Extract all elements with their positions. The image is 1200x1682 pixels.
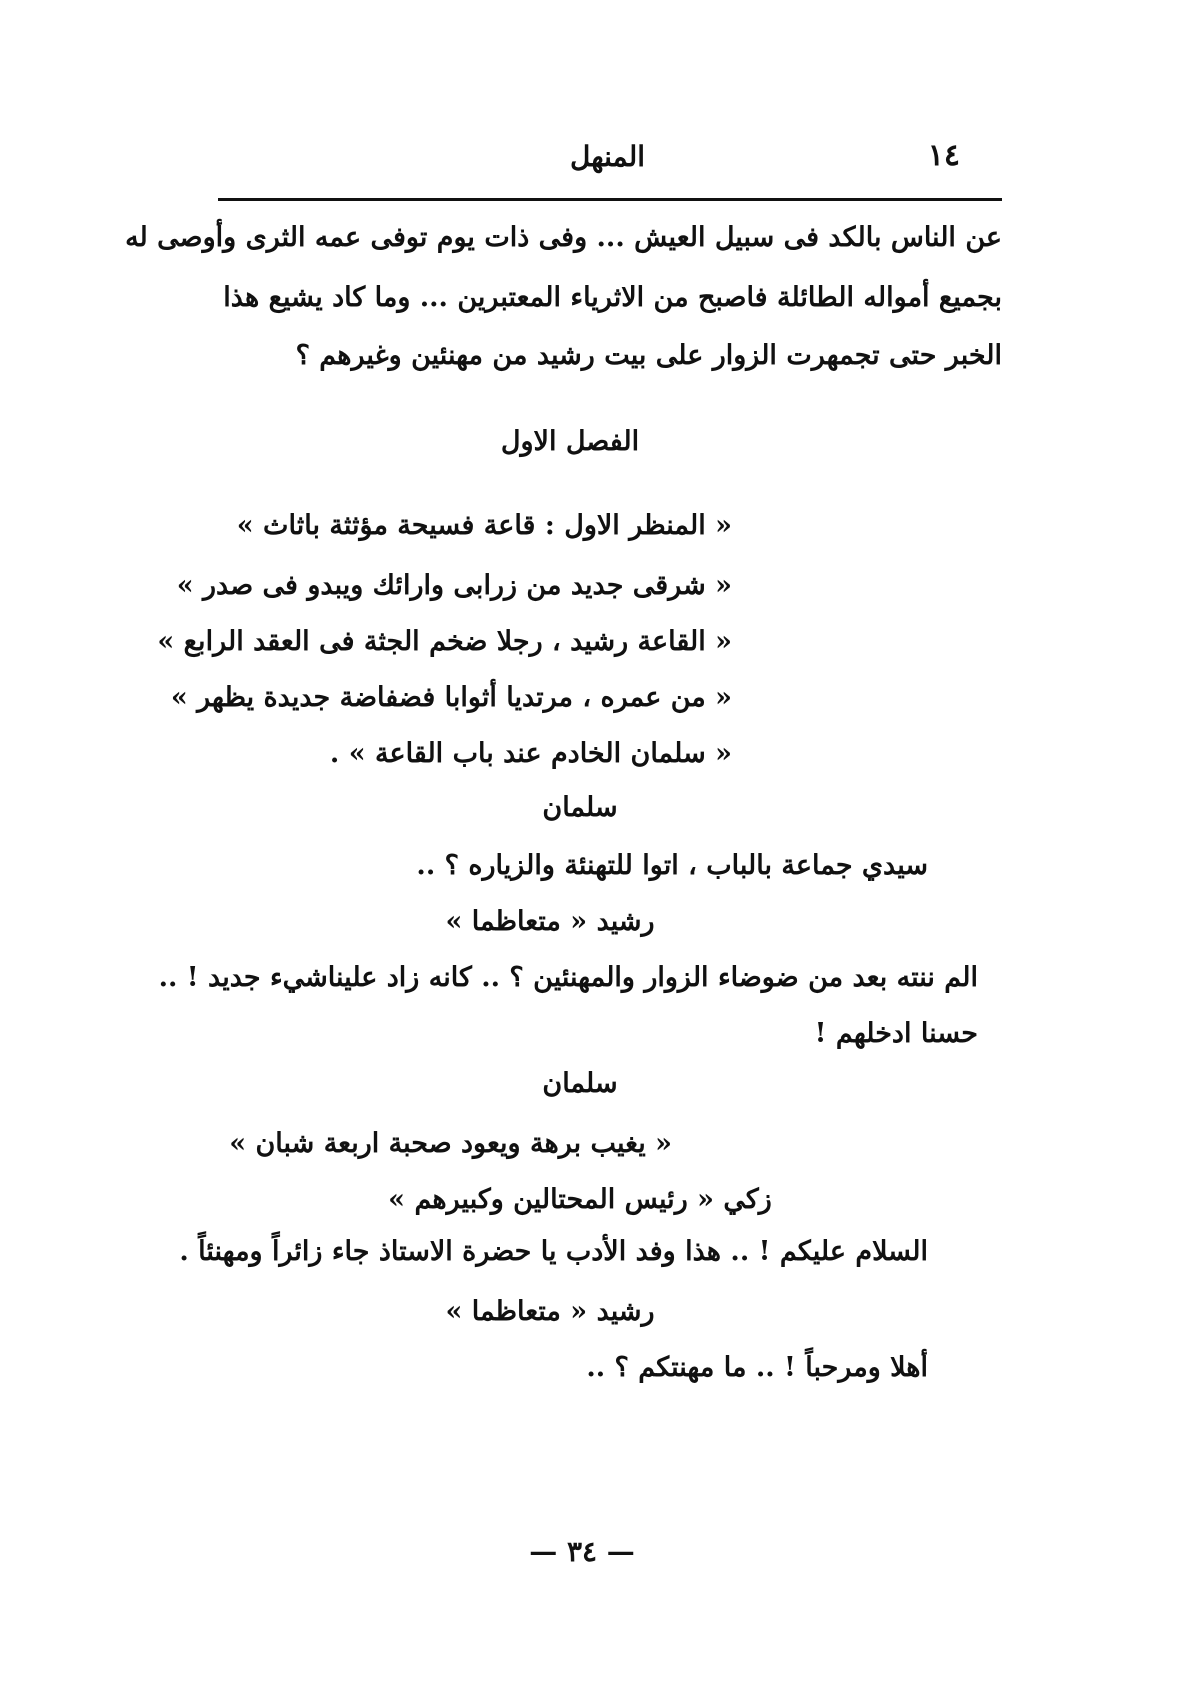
dialogue-line-4: السلام عليكم ! .. هذا وفد الأدب يا حضرة الاستاذ جاء زائراً ومهنئاً .	[179, 1236, 928, 1267]
speaker-salman-1: سلمان	[542, 792, 618, 823]
dialogue-line-2b: حسنا ادخلهم !	[814, 1018, 978, 1049]
speaker-salman-2: سلمان	[542, 1068, 618, 1099]
page-footer-number: — ٣٤ —	[529, 1535, 635, 1568]
dialogue-line-2a: الم ننته بعد من ضوضاء الزوار والمهنئين ؟ .. كانه زاد عليناشيء جديد ! ..	[158, 962, 978, 993]
intro-line-2: بجميع أمواله الطائلة فاصبح من الاثرياء المعتبرين ... وما كاد يشيع هذا	[223, 282, 1002, 313]
journal-name: المنهل	[570, 140, 646, 173]
scene-line-4: « من عمره ، مرتديا أثوابا فضفاضة جديدة يظهر »	[170, 682, 732, 713]
page-header	[218, 138, 1002, 194]
dialogue-line-5: أهلا ومرحباً ! .. ما مهنتكم ؟ ..	[586, 1352, 928, 1383]
dialogue-line-1: سيدي جماعة بالباب ، اتوا للتهنئة والزياره ؟ ..	[416, 850, 928, 881]
scene-line-2: « شرقى جديد من زرابى وارائك ويبدو فى صدر »	[176, 570, 732, 601]
scene-line-5: « سلمان الخادم عند باب القاعة » .	[329, 738, 732, 769]
speaker-rashid-1: رشيد « متعاظما »	[445, 906, 655, 937]
header-divider	[218, 198, 1002, 201]
scene-line-1: « المنظر الاول : قاعة فسيحة مؤثثة باثاث »	[236, 510, 732, 541]
chapter-title: الفصل الاول	[500, 426, 640, 457]
speaker-zaki: زكي « رئيس المحتالين وكبيرهم »	[388, 1184, 772, 1215]
speaker-rashid-2: رشيد « متعاظما »	[445, 1296, 655, 1327]
intro-line-3: الخبر حتى تجمهرت الزوار على بيت رشيد من مهنئين وغيرهم ؟	[295, 340, 1002, 371]
scene-line-3: « القاعة رشيد ، رجلا ضخم الجثة فى العقد الرابع »	[157, 626, 732, 657]
stage-direction: « يغيب برهة ويعود صحبة اربعة شبان »	[229, 1128, 672, 1159]
page-number: ١٤	[927, 138, 960, 173]
intro-line-1: عن الناس بالكد فى سبيل العيش ... وفى ذات يوم توفى عمه الثرى وأوصى له	[125, 222, 1002, 253]
